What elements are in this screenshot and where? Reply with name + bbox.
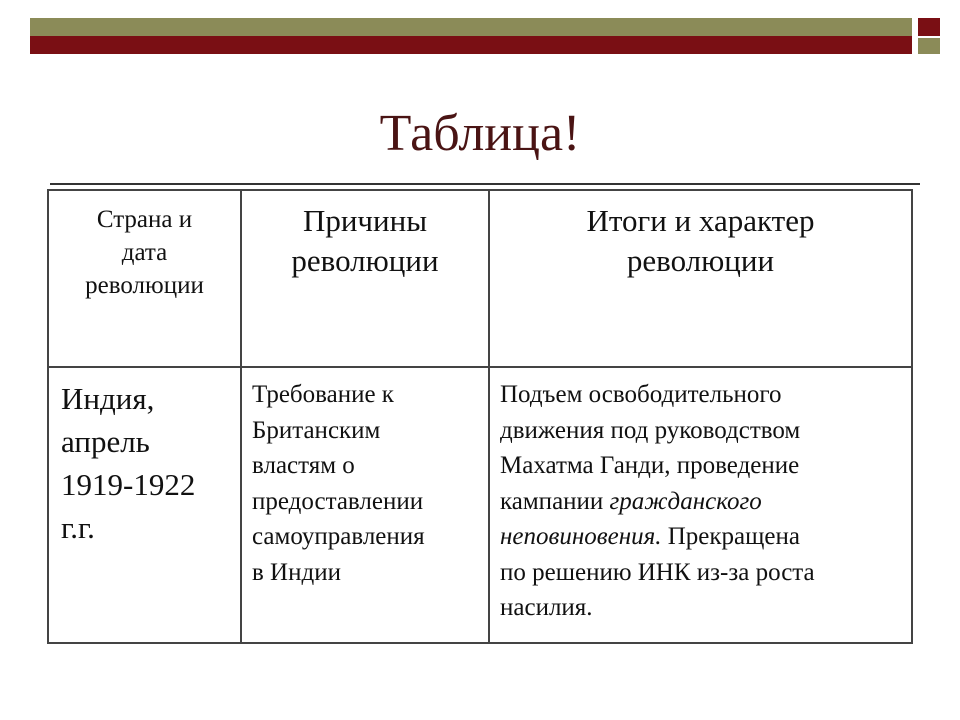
- cell-line: апрель: [61, 424, 150, 459]
- title-divider: [50, 183, 920, 185]
- text-plain: Прекращена: [661, 523, 800, 550]
- header-country-date: [49, 203, 240, 302]
- header-line: Причины: [302, 203, 428, 238]
- top-decorative-bar: [30, 18, 912, 54]
- header-line: Итоги и характер: [586, 203, 815, 238]
- cell-line: Индия,: [61, 381, 155, 416]
- cell-line: насилия.: [500, 594, 593, 621]
- text-italic: гражданского: [609, 487, 762, 515]
- header-line: Страна и: [96, 206, 193, 233]
- cell-line: Британским: [252, 416, 381, 444]
- text-italic: неповиновения.: [500, 523, 662, 550]
- cell-line: г.г.: [61, 510, 95, 545]
- maroon-stripe: [30, 36, 912, 54]
- cell-line: Требование к: [252, 381, 394, 408]
- revolution-table: [47, 189, 913, 644]
- cell-line: Подъем освободительного: [500, 381, 782, 408]
- cell-line: самоуправления: [252, 523, 425, 550]
- cell-line: [500, 519, 910, 555]
- cell-country: [61, 377, 241, 549]
- olive-square: [918, 38, 940, 54]
- cell-causes: [252, 377, 484, 590]
- maroon-square: [918, 18, 940, 36]
- cell-results: [500, 377, 910, 626]
- cell-line: Махатма Ганди, проведение: [500, 452, 800, 479]
- row-divider: [49, 366, 911, 368]
- cell-line: властям о: [252, 452, 355, 479]
- cell-line: движения под руководством: [500, 416, 801, 444]
- header-line: революции: [291, 243, 439, 278]
- text-plain: кампании: [500, 487, 610, 515]
- cell-line: 1919-1922: [61, 467, 196, 502]
- olive-stripe: [30, 18, 912, 36]
- header-line: революции: [85, 272, 204, 299]
- cell-line: [500, 484, 910, 520]
- slide-title: Таблица!: [379, 105, 581, 162]
- corner-decoration: [918, 18, 940, 54]
- header-causes: [242, 201, 488, 281]
- cell-line: предоставлении: [252, 487, 424, 515]
- cell-line: в Индии: [252, 558, 341, 586]
- header-line: дата: [121, 239, 168, 266]
- header-results: [490, 201, 911, 281]
- cell-line: по решению ИНК из-за роста: [500, 558, 815, 586]
- header-line: революции: [626, 243, 775, 278]
